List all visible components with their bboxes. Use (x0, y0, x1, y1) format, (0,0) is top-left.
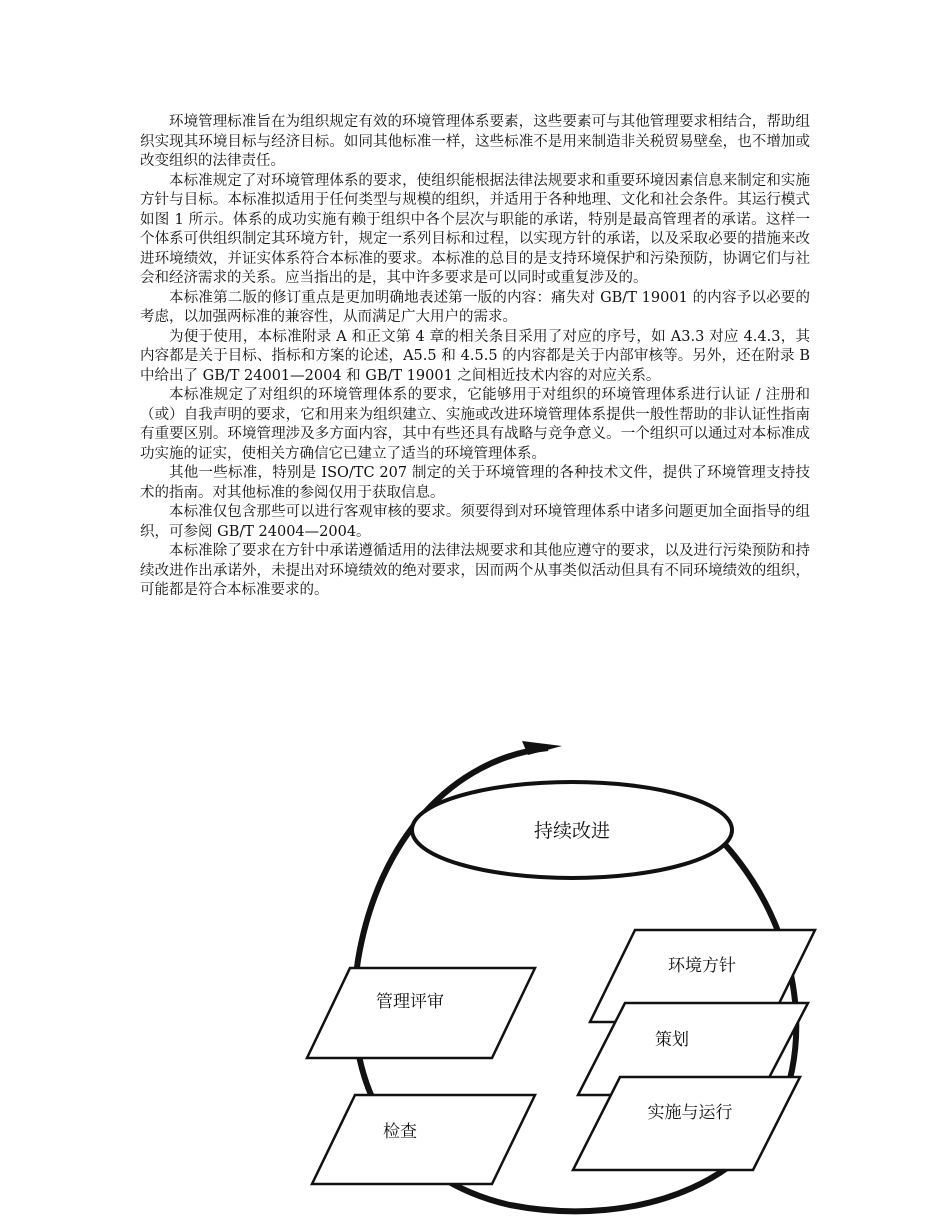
implementation-label: 实施与运行 (647, 1103, 733, 1123)
paragraph: 为便于使用，本标准附录 A 和正文第 4 章的相关条目采用了对应的序号，如 A3.3 对应 4.4.3，其内容都是关于目标、指标和方案的论述，A5.5 和 4.5.5 的内容都是关于内部审核等。另外，还在附录 B 中给出了 GB/T 24001—2004 和 GB/T 19001 之间相近技术内容的对应关系。 (140, 328, 810, 384)
paragraph: 其他一些标准，特别是 ISO/TC 207 制定的关于环境管理的各种技术文件，提供了环境管理支持技术的指南。对其他标准的参阅仅用于获取信息。 (140, 465, 810, 501)
cycle-arrowhead (522, 741, 562, 755)
paragraph: 本标准规定了对组织的环境管理体系的要求，它能够用于对组织的环境管理体系进行认证 / 注册和（或）自我声明的要求，它和用来为组织建立、实施或改进环境管理体系提供一般性帮助的非认证性指南有重要区别。环境管理涉及多方面内容，其中有些还具有战略与竞争意义。一个组织可以通过对本标准成功实施的证实，使相关方确信它已建立了适当的环境管理体系。 (140, 387, 810, 462)
planning-label: 策划 (655, 1030, 689, 1050)
body-text (140, 113, 810, 601)
env-policy-label: 环境方针 (668, 956, 736, 976)
ems-model-diagram (0, 700, 950, 1230)
paragraph: 本标准规定了对环境管理体系的要求，使组织能根据法律法规要求和重要环境因素信息来制定和实施方针与目标。本标准拟适用于任何类型与规模的组织，并适用于各种地理、文化和社会条件。其运行模式如图 1 所示。体系的成功实施有赖于组织中各个层次与职能的承诺，特别是最高管理者的承诺。这样一个体系可供组织制定其环境方针，规定一系列目标和过程，以实现方针的承诺，以及采取必要的措施来改进环境绩效，并证实体系符合本标准的要求。本标准的总目的是支持环境保护和污染预防，协调它们与社会和经济需求的关系。应当指出的是，其中许多要求是可以同时或重复涉及的。 (140, 172, 810, 286)
management-review-label: 管理评审 (376, 992, 444, 1012)
checking-box (312, 1095, 535, 1184)
ems-cycle-svg (0, 700, 950, 1230)
checking-label: 检查 (383, 1122, 417, 1142)
paragraph: 本标准第二版的修订重点是更加明确地表述第一版的内容：痛失对 GB/T 19001 的内容予以必要的考虑，以加强两标准的兼容性，从而满足广大用户的需求。 (140, 289, 810, 325)
paragraph: 本标准除了要求在方针中承诺遵循适用的法律法规要求和其他应遵守的要求，以及进行污染预防和持续改进作出承诺外，未提出对环境绩效的绝对要求，因而两个从事类似活动但具有不同环境绩效的组织，可能都是符合本标准要求的。 (140, 543, 810, 598)
management-review-box (307, 968, 535, 1058)
continual-improvement-label: 持续改进 (533, 820, 611, 842)
paragraph: 本标准仅包含那些可以进行客观审核的要求。须要得到对环境管理体系中诸多问题更加全面指导的组织，可参阅 GB/T 24004—2004。 (140, 504, 810, 540)
paragraph: 环境管理标准旨在为组织规定有效的环境管理体系要素，这些要素可与其他管理要求相结合，帮助组织实现其环境目标与经济目标。如同其他标准一样，这些标准不是用来制造非关税贸易壁垒，也不增加或改变组织的法律责任。 (140, 114, 810, 169)
